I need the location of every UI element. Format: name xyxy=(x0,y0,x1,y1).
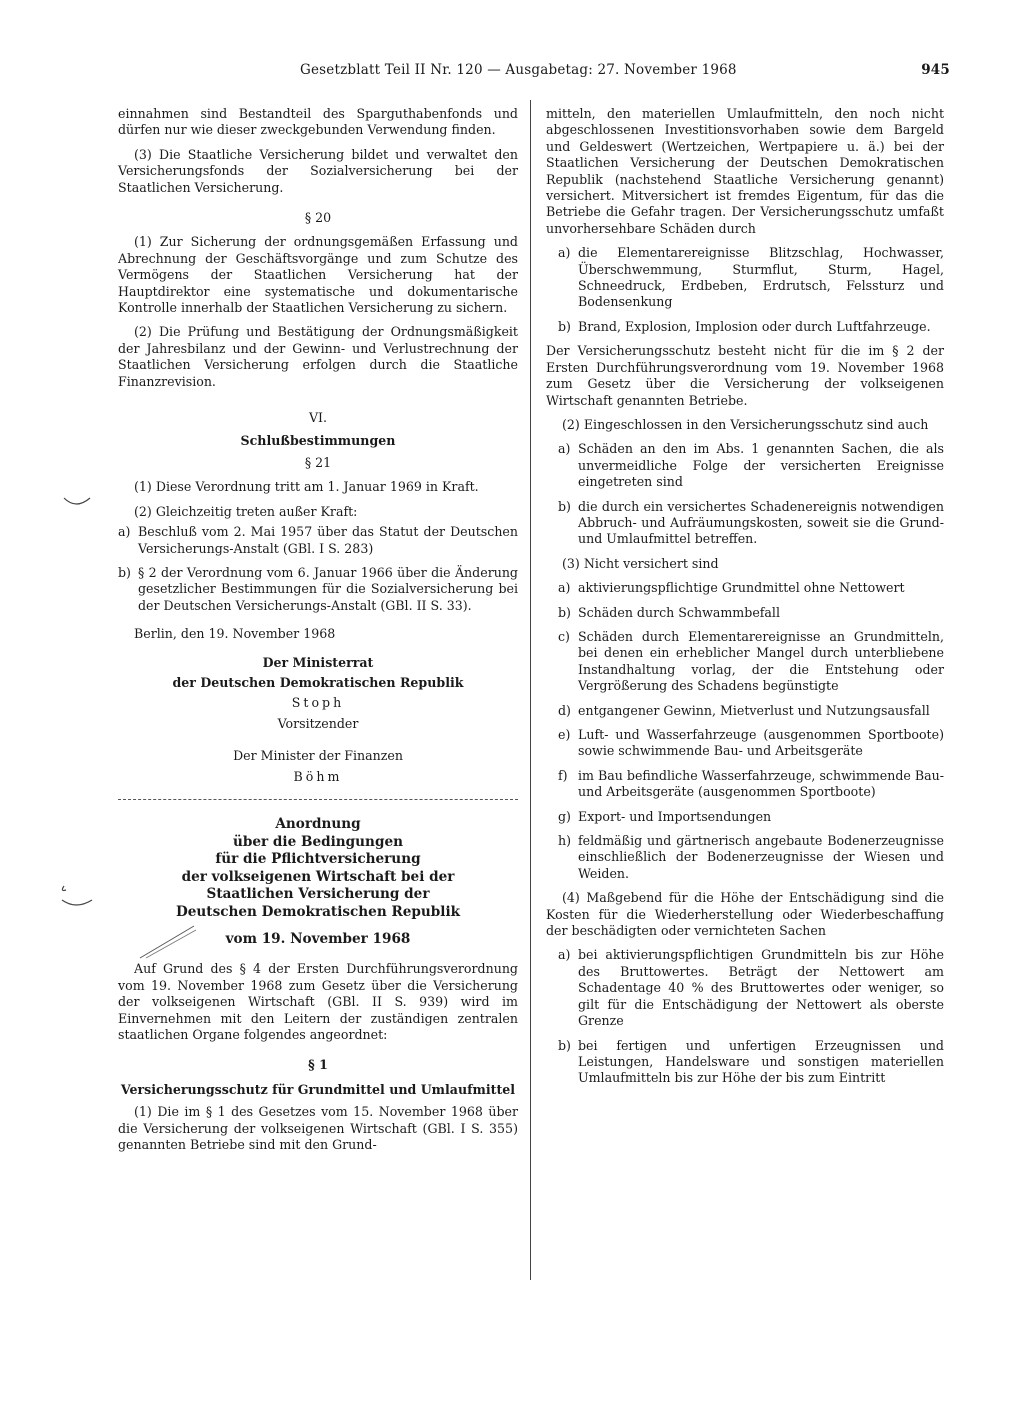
list-item xyxy=(118,524,518,557)
signatory-2-name: Böhm xyxy=(293,768,343,784)
list-label: h) xyxy=(558,833,572,849)
list-item xyxy=(118,565,518,614)
list-item xyxy=(546,441,944,490)
column-divider xyxy=(530,100,531,1280)
list-item xyxy=(546,499,944,548)
section-21-paragraph-2: (2) Gleichzeitig treten außer Kraft: xyxy=(134,503,358,519)
section-21-paragraph-1: (1) Diese Verordnung tritt am 1. Januar 1969 in Kraft. xyxy=(134,479,479,495)
list-label: b) xyxy=(118,564,131,580)
list-text: bei fertigen und unfertigen Erzeugnissen und Leistungen, Handelsware und sonstigen materiellen Umlaufmitteln bis zur Höhe der bis zum Eintritt xyxy=(578,1037,944,1086)
list-label: b) xyxy=(558,318,571,334)
list-item xyxy=(546,245,944,311)
paragraph-4: (4) Maßgebend für die Höhe der Entschädigung sind die Kosten für die Wiederherstellung oder Wiederbeschaffung der beschädigten oder vernichteten Sachen xyxy=(546,890,944,939)
list-text: entgangener Gewinn, Mietverlust und Nutzungsausfall xyxy=(578,702,930,718)
list-item xyxy=(546,809,944,825)
list-label: a) xyxy=(558,245,571,261)
list-text: Schäden durch Elementarereignisse an Grundmitteln, bei denen ein erheblicher Mangel durch unterbliebene Instandhaltung vorlag, der die Entstehung oder Vergrößerung des Schadens begünstigte xyxy=(578,628,944,694)
list-item xyxy=(546,833,944,882)
list-label: d) xyxy=(558,702,571,718)
list-label: g) xyxy=(558,808,571,824)
right-column xyxy=(546,106,944,1095)
ordinance-title-line: Anordnung xyxy=(275,816,361,832)
list-label: b) xyxy=(558,604,571,620)
section-1-paragraph-1: (1) Die im § 1 des Gesetzes vom 15. November 1968 über die Versicherung der volkseigenen Wirtschaft (GBl. I S. 355) genannten Betriebe sind mit den Grund- xyxy=(118,1104,518,1153)
section-heading-1: § 1 xyxy=(308,1057,328,1073)
separator-line xyxy=(118,799,518,800)
list-label: c) xyxy=(558,628,570,644)
section-20-paragraph-2: (2) Die Prüfung und Bestätigung der Ordnungsmäßigkeit der Jahresbilanz und der Gewinn- und Verlustrechnung der Staatlichen Versicherung erfolgen durch die Staatliche Finanzrevision. xyxy=(118,324,518,389)
left-column xyxy=(118,106,518,1161)
council-name-line-2: der Deutschen Demokratischen Republik xyxy=(172,674,464,690)
list-item xyxy=(546,703,944,719)
list-item xyxy=(546,768,944,801)
section-1-title: Versicherungsschutz für Grundmittel und Umlaufmittel xyxy=(120,1081,516,1097)
list-text: Schäden an den im Abs. 1 genannten Sachen, die als unvermeidliche Folge der versicherten Ereignisse eingetreten sind xyxy=(578,441,944,490)
section-heading-21: § 21 xyxy=(304,454,332,470)
list-label: b) xyxy=(558,1037,571,1053)
gazette-title: Gesetzblatt Teil II Nr. 120 — Ausgabetag: 27. November 1968 xyxy=(300,62,737,78)
list-text: Beschluß vom 2. Mai 1957 über das Statut der Deutschen Versicherungs-Anstalt (GBl. I S. 283) xyxy=(138,524,518,556)
list-text: Schäden durch Schwammbefall xyxy=(578,604,780,620)
ordinance-date: vom 19. November 1968 xyxy=(225,931,411,947)
list-label: f) xyxy=(558,767,568,783)
ordinance-title-line: über die Bedingungen xyxy=(233,833,403,850)
list-label: a) xyxy=(558,580,571,596)
section-20-paragraph-1: (1) Zur Sicherung der ordnungsgemäßen Erfassung und Abrechnung der Geschäftsvorgänge und zum Schutze des Vermögens der Staatlichen Versicherung hat der Hauptdirektor eine systematische und dokumentarische Kontrolle innerhalb der Staatlichen Versicherung zu sichern. xyxy=(118,234,518,316)
signatory-2-role: Der Minister der Finanzen xyxy=(233,748,403,764)
list-label: a) xyxy=(558,947,571,963)
margin-mark-icon xyxy=(60,884,94,910)
list-text: bei aktivierungspflichtigen Grundmitteln bis zur Höhe des Bruttowertes. Beträgt der Nettowert am Schadentage 40 % des Bruttowertes oder weniger, so gilt für die Entschädigung der Nettowert als oberste Grenze xyxy=(578,947,944,1029)
list-item xyxy=(546,319,944,335)
signatory-1-name: Stoph xyxy=(291,695,345,711)
ordinance-title-line: der volkseigenen Wirtschaft bei der xyxy=(181,868,455,885)
list-text: Export- und Importsendungen xyxy=(578,808,772,824)
list-label: b) xyxy=(558,498,571,514)
list-text: Brand, Explosion, Implosion oder durch Luftfahrzeuge. xyxy=(578,318,931,334)
list-text: die durch ein versichertes Schadenereignis notwendigen Abbruch- und Aufräumungskosten, soweit sie die Grund- und Umlaufmittel betreffen. xyxy=(578,498,944,547)
list-item xyxy=(546,1038,944,1087)
list-item xyxy=(546,605,944,621)
list-item xyxy=(546,580,944,596)
paragraph-exclusion: Der Versicherungsschutz besteht nicht für die im § 2 der Ersten Durchführungsverordnung vom 19. November 1968 zum Gesetz über die Versicherung der volkseigenen Wirtschaft genannten Betriebe. xyxy=(546,343,944,408)
part-number: VI. xyxy=(308,410,328,426)
running-header xyxy=(300,62,950,86)
paragraph-2: (2) Eingeschlossen in den Versicherungsschutz sind auch xyxy=(562,416,929,432)
ordinance-title xyxy=(118,816,518,921)
paragraph-continued: mitteln, den materiellen Umlaufmitteln, den noch nicht abgeschlossenen Investitionsvorhaben sowie dem Bargeld und Geldeswert (Wertzeichen, Wertpapiere u. ä.) bei der Staatlichen Versicherung der Deutschen Demokratischen Republik (nachstehend Staatliche Versicherung genannt) versichert. Mitversichert ist fremdes Eigentum, für das die Betriebe die Gefahr tragen. Der Versicherungsschutz umfaßt unvorhersehbare Schäden durch xyxy=(546,106,944,236)
list-label: a) xyxy=(558,441,571,457)
paragraph-continued: einnahmen sind Bestandteil des Sparguthabenfonds und dürfen nur wie dieser zweckgebunden Verwendung finden. xyxy=(118,106,518,138)
list-text: im Bau befindliche Wasserfahrzeuge, schwimmende Bau- und Arbeitsgeräte (ausgenommen Sportboote) xyxy=(578,767,944,800)
list-text: § 2 der Verordnung vom 6. Januar 1966 über die Änderung gesetzlicher Bestimmungen für die Sozialversicherung bei der Deutschen Versicherungs-Anstalt (GBl. II S. 33). xyxy=(138,564,518,613)
paragraph-3: (3) Die Staatliche Versicherung bildet und verwaltet den Versicherungsfonds der Sozialversicherung bei der Staatlichen Versicherung. xyxy=(118,146,518,195)
list-item xyxy=(546,947,944,1029)
margin-mark-icon xyxy=(62,494,92,510)
signing-date: Berlin, den 19. November 1968 xyxy=(134,626,336,642)
ordinance-title-line: Staatlichen Versicherung der xyxy=(206,886,430,902)
paragraph-3: (3) Nicht versichert sind xyxy=(562,555,719,571)
section-heading-20: § 20 xyxy=(304,210,332,226)
ordinance-title-line: Deutschen Demokratischen Republik xyxy=(175,903,461,920)
list-text: feldmäßig und gärtnerisch angebaute Bodenerzeugnisse einschließlich der Bodenerzeugnisse der Wiesen und Weiden. xyxy=(578,833,944,881)
ordinance-title-line: für die Pflichtversicherung xyxy=(215,851,421,867)
signatory-1-role: Vorsitzender xyxy=(277,715,359,731)
list-item xyxy=(546,629,944,695)
list-label: e) xyxy=(558,727,571,742)
list-text: aktivierungspflichtige Grundmittel ohne Nettowert xyxy=(578,580,905,596)
page-number: 945 xyxy=(921,62,950,78)
list-item xyxy=(546,727,944,760)
list-label: a) xyxy=(118,524,131,540)
council-name-line-1: Der Ministerrat xyxy=(262,654,374,670)
ordinance-preamble: Auf Grund des § 4 der Ersten Durchführungsverordnung vom 19. November 1968 zum Gesetz über die Versicherung der volkseigenen Wirtschaft (GBl. II S. 939) wird im Einvernehmen mit den Leitern der zuständigen zentralen staatlichen Organe folgendes angeordnet: xyxy=(118,961,518,1043)
list-text: Luft- und Wasserfahrzeuge (ausgenommen Sportboote) sowie schwimmende Bau- und Arbeitsgeräte xyxy=(578,727,944,759)
list-text: die Elementarereignisse Blitzschlag, Hochwasser, Überschwemmung, Sturmflut, Sturm, Hagel, Schneedruck, Erdbeben, Erdrutsch, Felssturz und Bodensenkung xyxy=(578,245,944,310)
part-title: Schlußbestimmungen xyxy=(240,432,396,448)
